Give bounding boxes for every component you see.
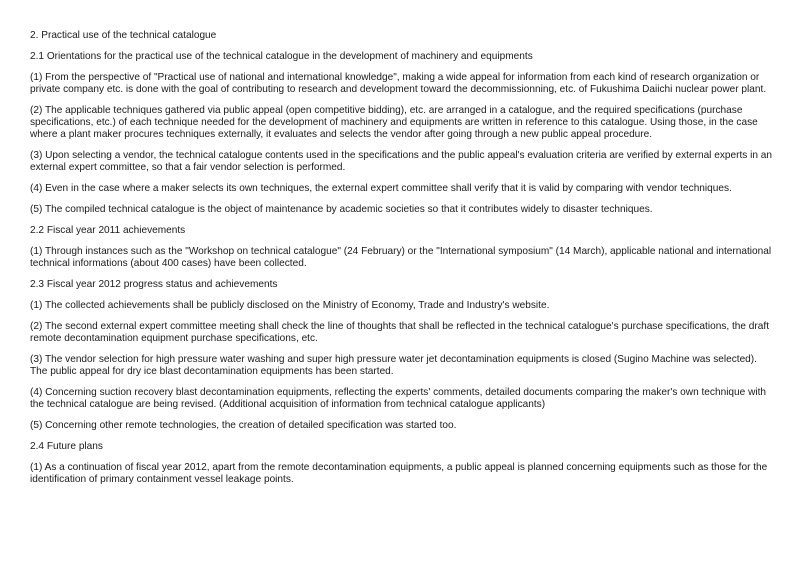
subsection-heading-2-3: 2.3 Fiscal year 2012 progress status and achievements	[30, 279, 278, 290]
paragraph-2-1-2: (2) The applicable techniques gathered via public appeal (open competitive bidding), etc. are arranged in a catalogue, and the required specifications (purchase specifications, etc.) of each technique needed for the development of machinery and equipments are written in reference to this catalogue. Using those, in the case where a plant maker procures techniques externally, it evaluates and selects the vendor after going through a new public appeal procedure.	[30, 105, 758, 140]
subsection-heading-2-4: 2.4 Future plans	[30, 441, 103, 452]
paragraph-2-3-5: (5) Concerning other remote technologies, the creation of detailed specification was started too.	[30, 420, 457, 431]
paragraph-2-3-2: (2) The second external expert committee meeting shall check the line of thoughts that shall be reflected in the technical catalogue's purchase specifications, the draft remote decontamination equipment purchase specifications, etc.	[30, 321, 770, 344]
paragraph-2-4-1: (1) As a continuation of fiscal year 2012, apart from the remote decontamination equipments, a public appeal is planned concerning equipments such as those for the identification of primary containment vessel leakage points.	[30, 462, 768, 485]
paragraph-2-1-5: (5) The compiled technical catalogue is the object of maintenance by academic societies so that it contributes widely to disaster techniques.	[30, 204, 653, 215]
paragraph-2-3-3: (3) The vendor selection for high pressure water washing and super high pressure water jet decontamination equipments is closed (Sugino Machine was selected). The public appeal for dry ice blast decontamination equipments has been started.	[30, 354, 757, 377]
paragraph-2-3-4: (4) Concerning suction recovery blast decontamination equipments, reflecting the experts' comments, detailed documents comparing the maker's own technique with the technical catalogue are being revised. (Additional acquisition of information from technical catalogue applicants)	[30, 387, 767, 410]
paragraph-2-1-4: (4) Even in the case where a maker selects its own techniques, the external expert committee shall verify that it is valid by comparing with vendor techniques.	[30, 183, 732, 194]
subsection-heading-2-1: 2.1 Orientations for the practical use of the technical catalogue in the development of machinery and equipments	[30, 51, 533, 62]
paragraph-2-3-1: (1) The collected achievements shall be publicly disclosed on the Ministry of Economy, Trade and Industry's website.	[30, 300, 550, 311]
subsection-heading-2-2: 2.2 Fiscal year 2011 achievements	[30, 225, 186, 236]
paragraph-2-1-1: (1) From the perspective of "Practical use of national and international knowledge", making a wide appeal for information from each kind of research organization or private company etc. is done with the goal of contributing to research and development toward the decommissionning, etc. of Fukushima Daiichi nuclear power plant.	[30, 72, 767, 95]
section-title: 2. Practical use of the technical catalogue	[30, 30, 217, 41]
paragraph-2-2-1: (1) Through instances such as the "Workshop on technical catalogue" (24 February) or the "International symposium" (14 March), applicable national and international technical informations (about 400 cases) have been collected.	[30, 246, 772, 269]
document-body	[30, 30, 775, 495]
paragraph-2-1-3: (3) Upon selecting a vendor, the technical catalogue contents used in the specifications and the public appeal's evaluation criteria are verified by external experts in an external expert committee, so that a fair vendor selection is performed.	[30, 150, 773, 173]
